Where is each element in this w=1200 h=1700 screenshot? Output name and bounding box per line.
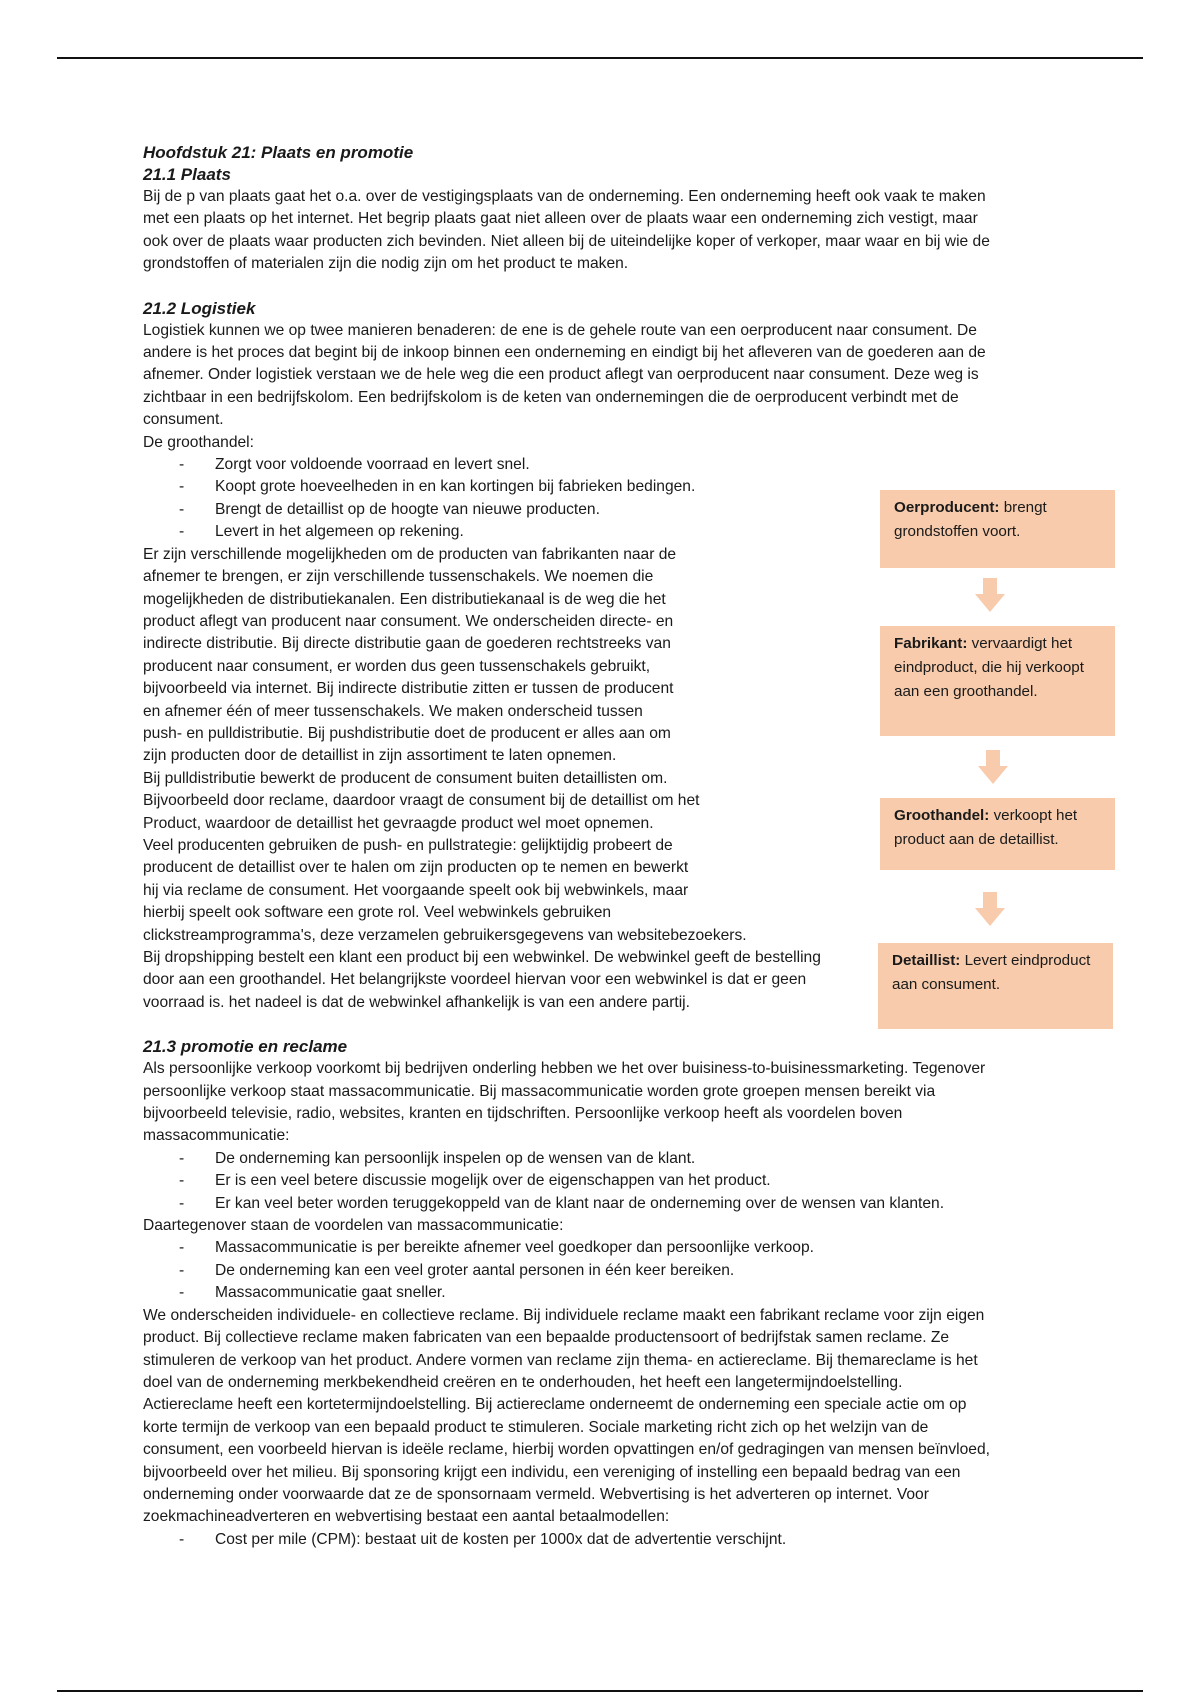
paragraph-line: ook over de plaats waar producten zich bevinden. Niet alleen bij de uiteindelijke koper of verkoper, maar waar en bij wie de — [143, 232, 990, 250]
flow-box-text: vervaardigt het eindproduct, die hij verkoopt aan een groothandel. — [894, 635, 1084, 700]
flow-box-text: brengt grondstoffen voort. — [894, 499, 1047, 540]
paragraph-line: afnemer. Onder logistiek verstaan we de hele weg die een product aflegt van oerproducent naar consument. Deze weg is — [143, 366, 979, 384]
paragraph-line: andere is het proces dat begint bij de inkoop binnen een onderneming en eindigt bij het afleveren van de goederen aan de — [143, 344, 986, 362]
betaalmodellen-list — [143, 1529, 1063, 1551]
header-rule — [57, 57, 1143, 59]
paragraph-line: De groothandel: — [143, 433, 254, 451]
paragraph-line: Bij dropshipping bestelt een klant een product bij een webwinkel. De webwinkel geeft de bestelling — [143, 949, 821, 966]
paragraph-line: Veel producenten gebruiken de push- en pullstrategie: gelijktijdig probeert de — [143, 836, 673, 854]
list-item: - Er is een veel betere discussie mogelijk over de eigenschappen van het product. — [143, 1170, 1063, 1192]
down-arrow-icon — [978, 750, 1008, 786]
paragraph-line: korte termijn de verkoop van een bepaald product te stimuleren. Sociale marketing richt zich op het welzijn van de — [143, 1418, 929, 1436]
list-item: - Levert in het algemeen op rekening. — [143, 521, 1063, 543]
paragraph-line: zijn producten door de detaillist in zijn assortiment te laten opnemen. — [143, 747, 617, 765]
flow-box-detaillist — [878, 943, 1113, 1029]
paragraph-line: producent naar consument, er worden dus geen tussenschakels gebruikt, — [143, 657, 651, 675]
distribution-paragraph — [143, 544, 747, 947]
flow-box-text: verkoopt het product aan de detaillist. — [894, 807, 1078, 848]
paragraph-line: Bij pulldistributie bewerkt de producent de consument buiten detaillisten om. — [143, 769, 668, 787]
flow-box-groothandel — [880, 798, 1115, 870]
paragraph-line: Product, waardoor de detaillist het gevraagde product wel moet opnemen. — [143, 814, 654, 832]
flow-box-title: Groothandel: — [894, 807, 990, 824]
paragraph-line: consument. — [143, 411, 224, 429]
paragraph-line: clickstreamprogramma's, deze verzamelen gebruikersgegevens van websitebezoekers. — [143, 926, 747, 944]
paragraph-line: bijvoorbeeld via internet. Bij indirecte distributie zitten er tussen de producent — [143, 680, 674, 698]
paragraph-line: door aan een groothandel. Het belangrijkste voordeel hiervan voor een webwinkel is dat er geen — [143, 971, 807, 989]
paragraph-line: massacommunicatie: — [143, 1127, 290, 1145]
list-item: - Er kan veel beter worden teruggekoppeld van de klant naar de onderneming over de wensen van klanten. — [143, 1193, 1063, 1215]
massacommunicatie-list — [143, 1237, 1063, 1304]
paragraph-line: Als persoonlijke verkoop voorkomt bij bedrijven onderling hebben we het over buisiness-to-buisinessmarketing. Tegenover — [143, 1060, 986, 1078]
section-21-2-heading: 21.2 Logistiek — [143, 298, 256, 318]
footer-rule — [57, 1690, 1143, 1692]
paragraph-line: met een plaats op het internet. Het begrip plaats gaat niet alleen over de plaats waar een onderneming zich vestigt, maar — [143, 210, 978, 228]
paragraph-line: We onderscheiden individuele- en collectieve reclame. Bij individuele reclame maakt een fabrikant reclame voor zijn eigen — [143, 1306, 985, 1324]
list-item: - Cost per mile (CPM): bestaat uit de kosten per 1000x dat de advertentie verschijnt. — [143, 1529, 1063, 1551]
paragraph-line: Bijvoorbeeld door reclame, daardoor vraagt de consument bij de detaillist om het — [143, 792, 700, 810]
paragraph-line: persoonlijke verkoop staat massacommunicatie. Bij massacommunicatie worden grote groepen mensen bereikt via — [143, 1082, 936, 1100]
paragraph-line: grondstoffen of materialen zijn die nodig zijn om het product te maken. — [143, 255, 629, 273]
paragraph-line: product aflegt van producent naar consument. We onderscheiden directe- en — [143, 612, 674, 630]
flow-box-fabrikant — [880, 626, 1115, 736]
persoonlijke-verkoop-list — [143, 1148, 1063, 1215]
section-21-3-heading: 21.3 promotie en reclame — [143, 1037, 348, 1057]
paragraph-line: Daartegenover staan de voordelen van massacommunicatie: — [143, 1217, 564, 1235]
paragraph-line: indirecte distributie. Bij directe distributie gaan de goederen rechtstreeks van — [143, 635, 671, 653]
list-item: - Massacommunicatie gaat sneller. — [143, 1282, 1063, 1304]
list-item: - Massacommunicatie is per bereikte afnemer veel goedkoper dan persoonlijke verkoop. — [143, 1237, 1063, 1259]
paragraph-line: stimuleren de verkoop van het product. Andere vormen van reclame zijn thema- en actiereclame. Bij themareclame is het — [143, 1351, 978, 1369]
flow-box-title: Fabrikant: — [894, 635, 968, 652]
flow-box-title: Oerproducent: — [894, 499, 1000, 516]
paragraph-line: hij via reclame de consument. Het voorgaande speelt ook bij webwinkels, maar — [143, 881, 689, 899]
paragraph-line: voorraad is. het nadeel is dat de webwinkel afhankelijk is van een andere partij. — [143, 993, 690, 1011]
paragraph-line: push- en pulldistributie. Bij pushdistributie doet de producent er alles aan om — [143, 724, 671, 742]
paragraph-line: onderneming onder voorwaarde dat ze de sponsornaam vermeld. Webvertising is het adverteren op internet. Voor — [143, 1485, 929, 1503]
paragraph-line: afnemer te brengen, er zijn verschillende tussenschakels. We noemen die — [143, 568, 654, 586]
paragraph-line: Bij de p van plaats gaat het o.a. over de vestigingsplaats van de onderneming. Een onderneming heeft ook vaak te maken — [143, 188, 986, 205]
paragraph-line: producent de detaillist over te halen om zijn producten op te nemen en bewerkt — [143, 859, 689, 877]
chapter-title: Hoofdstuk 21: Plaats en promotie — [143, 143, 414, 162]
paragraph-line: Actiereclame heeft een kortetermijndoelstelling. Bij actiereclame onderneemt de onderneming een speciale actie om op — [143, 1396, 967, 1414]
paragraph-line: bijvoorbeeld televisie, radio, websites, kranten en tijdschriften. Persoonlijke verkoop heeft als voordelen boven — [143, 1105, 903, 1123]
list-item: - Brengt de detaillist op de hoogte van nieuwe producten. — [143, 499, 1063, 521]
list-item: - De onderneming kan een veel groter aantal personen in één keer bereiken. — [143, 1260, 1063, 1282]
list-item: - Zorgt voor voldoende voorraad en levert snel. — [143, 454, 1063, 476]
flow-box-oerproducent — [880, 490, 1115, 568]
paragraph-line: bijvoorbeeld over het milieu. Bij sponsoring krijgt een individu, een vereniging of instelling een bepaald bedrag van een — [143, 1463, 961, 1481]
down-arrow-icon — [975, 892, 1005, 928]
dropshipping-paragraph — [143, 947, 873, 1014]
paragraph-line: hierbij speelt ook software een grote rol. Veel webwinkels gebruiken — [143, 904, 612, 922]
paragraph-line: doel van de onderneming merkbekendheid creëren en te onderhouden, het heeft een langetermijndoelstelling. — [143, 1373, 903, 1391]
list-item: - Koopt grote hoeveelheden in en kan kortingen bij fabrieken bedingen. — [143, 476, 1063, 498]
flow-box-title: Detaillist: — [892, 952, 961, 969]
paragraph-line: mogelijkheden de distributiekanalen. Een distributiekanaal is de weg die het — [143, 590, 666, 608]
paragraph-line: en afnemer één of meer tussenschakels. We maken onderscheid tussen — [143, 702, 643, 720]
down-arrow-icon — [975, 578, 1005, 614]
list-item: - De onderneming kan persoonlijk inspelen op de wensen van de klant. — [143, 1148, 1063, 1170]
paragraph-line: consument, een voorbeeld hiervan is ideële reclame, hierbij worden opvattingen en/of gedragingen van mensen beïnvloed, — [143, 1441, 990, 1459]
paragraph-line: Er zijn verschillende mogelijkheden om de producten van fabrikanten naar de — [143, 545, 677, 563]
paragraph-line: Logistiek kunnen we op twee manieren benaderen: de ene is de gehele route van een oerproducent naar consument. De — [143, 321, 977, 339]
flow-box-text: Levert eindproduct aan consument. — [892, 952, 1091, 993]
section-21-1-heading: 21.1 Plaats — [143, 165, 231, 184]
paragraph-line: zichtbaar in een bedrijfskolom. Een bedrijfskolom is de keten van ondernemingen die de oerproducent verbindt met de — [143, 388, 959, 406]
paragraph-line: zoekmachineadverteren en webvertising bestaat een aantal betaalmodellen: — [143, 1508, 670, 1526]
paragraph-line: product. Bij collectieve reclame maken fabricaten van een bepaalde productensoort of bedrijfstak samen reclame. Ze — [143, 1329, 950, 1347]
